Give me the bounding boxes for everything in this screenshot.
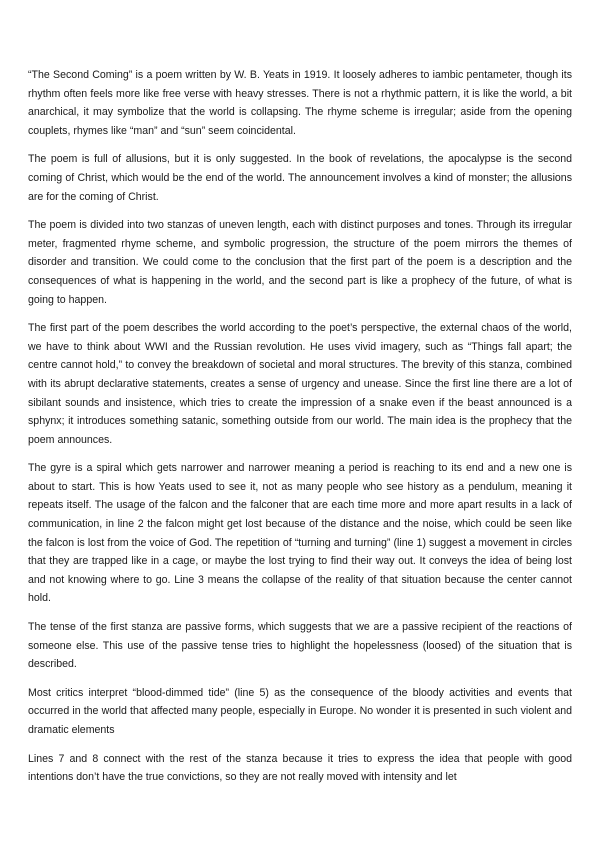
paragraph-4: The first part of the poem describes the world according to the poet’s perspective, the external chaos of the world, we have to think about WWI and the Russian revolution. He uses vivid imagery, such as “Things fall apart; the centre cannot hold,” to convey the breakdown of societal and moral structures. The brevity of this stanza, combined with its abrupt declarative statements, creates a sense of urgency and unease. Since the first line there are a lot of sibilant sounds and insistence, which tries to create the impression of a snake even if the beast announced is a sphynx; it introduces something satanic, something outside from our world. The main idea is the prophecy that the poem announces. bbox=[28, 322, 572, 446]
paragraph-5: The gyre is a spiral which gets narrower and narrower meaning a period is reaching to its end and a new one is about to start. This is how Yeats used to see it, not as many people who see history as a pendulum, meaning it repeats itself. The usage of the falcon and the falconer that are each time more and more apart results in a lack of communication, in line 2 the falcon might get lost because of the distance and the noise, which could be seen like the falcon is lost from the voice of God. The repetition of “turning and turning” (line 1) suggest a movement in circles that they are trapped like in a cage, or maybe the lost trying to find their way out. It conveys the idea of being lost and not knowing where to go. Line 3 means the collapse of the reality of that situation because the center cannot hold. bbox=[28, 462, 572, 605]
paragraph-6: The tense of the first stanza are passive forms, which suggests that we are a passive recipient of the reactions of someone else. This use of the passive tense tries to highlight the hopelessness (loosed) of the situation that is described. bbox=[28, 621, 572, 671]
document-page bbox=[28, 66, 572, 797]
paragraph-7: Most critics interpret “blood-dimmed tide” (line 5) as the consequence of the bloody activities and events that occurred in the world that affected many people, especially in Europe. No wonder it is presented in such violent and dramatic elements bbox=[28, 686, 572, 736]
paragraph-8: Lines 7 and 8 connect with the rest of the stanza because it tries to express the idea that people with good intentions don’t have the true convictions, so they are not really moved with intensity and let bbox=[28, 752, 572, 784]
paragraph-1: “The Second Coming” is a poem written by W. B. Yeats in 1919. It loosely adheres to iambic pentameter, though its rhythm often feels more like free verse with heavy stresses. There is not a rhythmic pattern, it is like the world, a bit anarchical, it may symbolize that the world is collapsing. The rhyme scheme is irregular; aside from the opening couplets, rhymes like “man” and “sun” seem coincidental. bbox=[28, 69, 572, 137]
paragraph-2: The poem is full of allusions, but it is only suggested. In the book of revelations, the apocalypse is the second coming of Christ, which would be the end of the world. The announcement involves a kind of monster; the allusions are for the coming of Christ. bbox=[28, 153, 572, 203]
paragraph-3: The poem is divided into two stanzas of uneven length, each with distinct purposes and tones. Through its irregular meter, fragmented rhyme scheme, and symbolic progression, the structure of the poem mirrors the themes of disorder and transition. We could come to the conclusion that the first part of the poem is a description and the consequences of what is happening in the world, and the second part is like a prophecy of the future, of what is going to happen. bbox=[28, 219, 572, 306]
